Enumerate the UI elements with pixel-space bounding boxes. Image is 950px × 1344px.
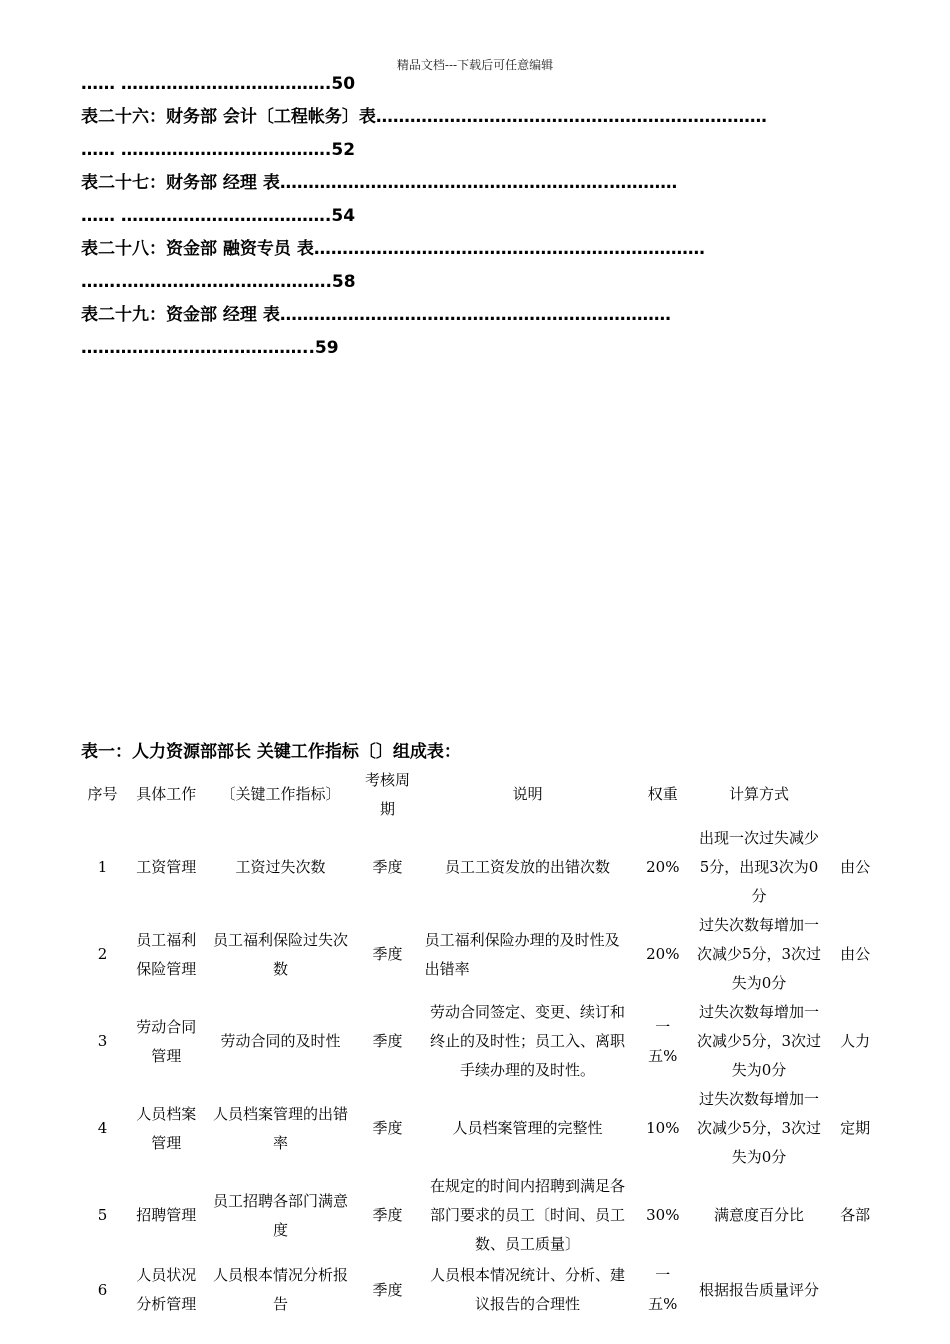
- col-header-weight: 权重: [647, 785, 678, 803]
- table-of-contents: [81, 68, 881, 365]
- cell-desc: [422, 1172, 634, 1259]
- cell-weight: [634, 1259, 692, 1321]
- table-title: 表一：人力资源部部长 关键工作指标〔〕组成表：: [81, 742, 461, 762]
- cell-source: 各部: [840, 1206, 871, 1224]
- cell-desc-text: 劳动合同签定、变更、续订和终止的及时性；员工入、离职手续办理的及时性。: [430, 1003, 626, 1079]
- cell-period: 季度: [372, 1032, 403, 1050]
- cell-desc-text: 员工福利保险办理的及时性及出错率: [424, 930, 620, 978]
- cell-calc-text: 出现一次过失减少5分，出现3次为0分: [699, 829, 820, 905]
- cell-work-text: 员工福利保险管理: [136, 930, 197, 978]
- cell-calc: 满意度百分比: [714, 1206, 805, 1224]
- cell-desc-text: 人员档案管理的完整性: [452, 1119, 603, 1137]
- cell-desc-text: 人员根本情况统计、分析、建议报告的合理性: [430, 1266, 626, 1313]
- cell-source: [826, 1259, 950, 1321]
- cell-calc-text: 根据报告质量评分: [699, 1280, 820, 1299]
- cell-kpi: [207, 1259, 353, 1321]
- cell-kpi: [207, 1172, 353, 1259]
- kpi-table: [80, 765, 950, 1321]
- cell-index: 5: [97, 1206, 108, 1224]
- table-header-row: [80, 765, 950, 824]
- cell-calc-text: 过失次数每增加一次减少5分，3次过失为0分: [696, 1090, 822, 1166]
- cell-work-text: 劳动合同管理: [136, 1017, 197, 1065]
- cell-work-text: 人员状况分析管理: [136, 1266, 197, 1313]
- cell-desc: [422, 1259, 634, 1321]
- cell-desc: [422, 1085, 634, 1172]
- cell-calc: [692, 1259, 826, 1321]
- cell-work: [125, 824, 207, 911]
- cell-weight: 10%: [646, 1119, 680, 1137]
- cell-kpi: [207, 1085, 353, 1172]
- cell-work-text: 人员档案管理: [136, 1104, 197, 1152]
- cell-index: 1: [97, 858, 108, 876]
- col-header-calc: 计算方式: [729, 785, 790, 803]
- col-header-desc: 说明: [512, 785, 543, 803]
- cell-kpi-text: 员工福利保险过失次数: [212, 930, 348, 978]
- cell-index: 6: [97, 1280, 108, 1299]
- cell-source: 人力: [840, 1032, 871, 1050]
- table-row: [80, 1085, 950, 1172]
- cell-source: 定期: [840, 1119, 871, 1137]
- cell-work: [125, 1085, 207, 1172]
- toc-line[interactable]: 表二十八：资金部 融资专员 表……………………………………………………………: [81, 239, 705, 259]
- cell-work: [125, 1259, 207, 1321]
- cell-weight: 30%: [646, 1206, 680, 1224]
- cell-calc: [692, 824, 826, 911]
- col-header-source: [826, 765, 950, 824]
- table-row: [80, 1259, 950, 1321]
- cell-desc-text: 员工工资发放的出错次数: [445, 858, 611, 876]
- table-row: [80, 998, 950, 1085]
- cell-calc: [692, 998, 826, 1085]
- cell-work-text: 招聘管理: [136, 1206, 197, 1224]
- toc-line[interactable]: …… ……………………………….54: [81, 206, 356, 226]
- cell-period: 季度: [372, 1280, 403, 1299]
- cell-source: 由公: [840, 858, 871, 876]
- cell-calc: [692, 1085, 826, 1172]
- col-header-index: 序号: [87, 785, 118, 803]
- cell-desc: [422, 824, 634, 911]
- table-row: [80, 911, 950, 998]
- cell-weight: 20%: [646, 858, 680, 876]
- col-header-period-text: 考核周期: [365, 770, 411, 818]
- cell-kpi: [207, 911, 353, 998]
- toc-line[interactable]: …… ……………………………….50: [81, 74, 356, 94]
- table-row: [80, 824, 950, 911]
- cell-work: [125, 1172, 207, 1259]
- toc-line[interactable]: …….……………………………….58: [81, 272, 356, 292]
- cell-source: 由公: [840, 945, 871, 963]
- cell-index: 3: [97, 1032, 108, 1050]
- cell-desc: [422, 911, 634, 998]
- toc-line[interactable]: …………………………………..59: [81, 338, 339, 358]
- toc-line[interactable]: 表二十七：财务部 经理 表………………………………………………….…………: [81, 173, 678, 193]
- cell-desc: [422, 998, 634, 1085]
- cell-kpi: [207, 824, 353, 911]
- cell-calc: [692, 911, 826, 998]
- page-header: 精品文档---下载后可任意编辑: [396, 58, 554, 72]
- cell-work-text: 工资管理: [136, 858, 197, 876]
- cell-kpi-text: 人员根本情况分析报告: [212, 1266, 348, 1313]
- cell-weight-text: 一五%: [648, 1266, 678, 1313]
- cell-kpi: [207, 998, 353, 1085]
- cell-period: 季度: [372, 1119, 403, 1137]
- cell-index: 4: [97, 1119, 108, 1137]
- cell-work: [125, 998, 207, 1085]
- cell-weight: [634, 998, 692, 1085]
- col-header-period: [354, 765, 422, 824]
- toc-line[interactable]: 表二十九：资金部 经理 表……………………………………………………………: [81, 305, 671, 325]
- cell-kpi-text: 工资过失次数: [235, 858, 326, 876]
- toc-line[interactable]: …… ……………………………….52: [81, 140, 356, 160]
- col-header-kpi: 〔关键工作指标〕: [220, 785, 341, 803]
- cell-weight: 20%: [646, 945, 680, 963]
- cell-index: 2: [97, 945, 108, 963]
- cell-period: 季度: [372, 858, 403, 876]
- cell-desc-text: 在规定的时间内招聘到满足各部门要求的员工〔时间、员工数、员工质量〕: [430, 1177, 626, 1253]
- toc-line[interactable]: 表二十六：财务部 会计〔工程帐务〕表……………………………………………………………: [81, 107, 767, 127]
- cell-work: [125, 911, 207, 998]
- cell-calc-text: 过失次数每增加一次减少5分，3次过失为0分: [696, 1003, 822, 1079]
- cell-calc-text: 过失次数每增加一次减少5分，3次过失为0分: [696, 916, 822, 992]
- table-row: [80, 1172, 950, 1259]
- col-header-work: 具体工作: [136, 785, 197, 803]
- cell-kpi-text: 劳动合同的及时性: [220, 1032, 341, 1050]
- cell-kpi-text: 人员档案管理的出错率: [212, 1104, 348, 1152]
- cell-kpi-text: 员工招聘各部门满意度: [212, 1191, 348, 1239]
- cell-period: 季度: [372, 1206, 403, 1224]
- cell-weight-text: 一五%: [648, 1017, 678, 1065]
- cell-period: 季度: [372, 945, 403, 963]
